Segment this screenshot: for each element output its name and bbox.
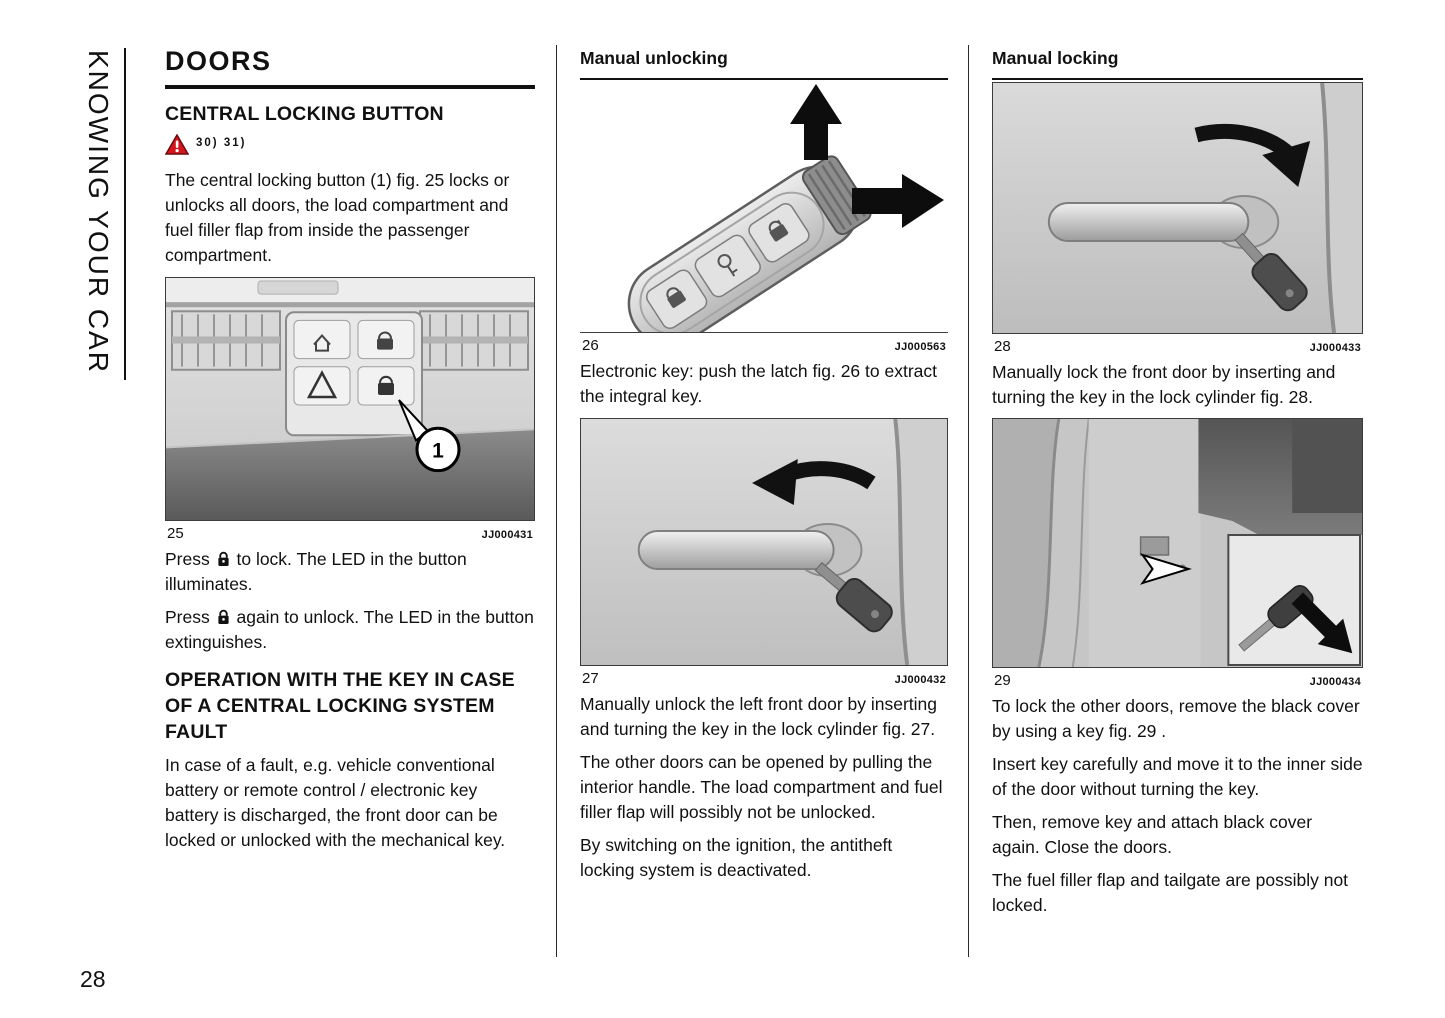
warning-references: 30) 31) [196,137,247,149]
section-heading-manual-locking: Manual locking [992,48,1119,68]
figure-number: 26 [582,337,599,354]
figure-code: JJ000563 [894,341,946,353]
figure-code: JJ000434 [1309,676,1361,688]
ignition-paragraph: By switching on the ignition, the antitheft locking system is deactivated. [580,835,893,880]
caption-electronic-key: Electronic key: push the latch fig. 26 to extract the integral key. [580,361,937,406]
press-text-pre: Press [165,549,210,569]
figure-code: JJ000431 [481,529,533,541]
figure-27-meta [582,670,946,687]
insert-key-paragraph: Insert key carefully and move it to the inner side of the door without turning the key. [992,754,1363,799]
column-divider-2 [968,45,969,957]
key-fault-body: In case of a fault, e.g. vehicle conventional battery or remote control / electronic key battery is discharged, the front door can be locked or unlocked with the mechanical key. [165,755,506,850]
key-fob-illustration [580,80,948,332]
central-locking-body: The central locking button (1) fig. 25 locks or unlocks all doors, the load compartment and fuel filler flap from inside the passenger compartment. [165,170,510,265]
caption-lock-front-door: Manually lock the front door by inserting and turning the key in the lock cylinder fig. 28. [992,362,1336,407]
warning-row [165,134,535,158]
figure-29-meta [994,672,1361,689]
door-handle-unlock-illustration [581,419,947,665]
dashboard-illustration [166,278,534,520]
lock-icon [217,551,230,567]
door-edge-illustration [993,419,1362,667]
page-title: DOORS [165,46,535,89]
figure-number: 28 [994,338,1011,355]
press-text-post: again to unlock. The LED in the button extinguishes. [165,607,534,652]
chapter-sidebar-label: KNOWING YOUR CAR [83,50,114,374]
figure-28-lock-handle [992,82,1363,334]
column-manual-unlocking [580,46,948,892]
section-heading-manual-unlocking: Manual unlocking [580,48,728,68]
figure-number: 25 [167,525,184,542]
other-doors-paragraph: The other doors can be opened by pulling the interior handle. The load compartment and fuel filler flap will possibly not be unlocked. [580,752,943,822]
door-handle-lock-illustration [993,83,1362,333]
column-manual-locking [992,46,1363,927]
lock-icon [217,609,230,625]
figure-27-unlock-handle [580,418,948,666]
figure-26-electronic-key [580,80,948,333]
press-text-post: to lock. The LED in the button illuminates. [165,549,467,594]
column-doors [165,46,535,862]
figure-number: 29 [994,672,1011,689]
page-number: 28 [80,966,106,992]
figure-code: JJ000432 [894,674,946,686]
caption-unlock-front-door: Manually unlock the left front door by inserting and turning the key in the lock cylinder fig. 27. [580,694,937,739]
callout-number: 1 [432,439,444,463]
remove-key-paragraph: Then, remove key and attach black cover again. Close the doors. [992,812,1313,857]
heading-rule [992,78,1363,80]
section-heading-key-fault: OPERATION WITH THE KEY IN CASE OF A CENTRAL LOCKING SYSTEM FAULT [165,669,515,743]
section-heading-central-locking: CENTRAL LOCKING BUTTON [165,103,444,125]
caption-lock-other-doors: To lock the other doors, remove the black cover by using a key fig. 29 . [992,696,1360,741]
figure-25-meta [167,525,533,542]
press-to-lock-text [165,547,535,597]
figure-28-meta [994,338,1361,355]
figure-29-door-edge-cover [992,418,1363,668]
figure-number: 27 [582,670,599,687]
column-divider-1 [556,45,557,957]
figure-25-central-locking-button [165,277,535,521]
figure-26-meta [582,337,946,354]
press-to-unlock-text [165,605,535,655]
fuel-flap-paragraph: The fuel filler flap and tailgate are possibly not locked. [992,870,1349,915]
sidebar-rule [124,48,126,380]
press-text-pre: Press [165,607,210,627]
warning-icon [165,134,189,155]
figure-code: JJ000433 [1309,342,1361,354]
